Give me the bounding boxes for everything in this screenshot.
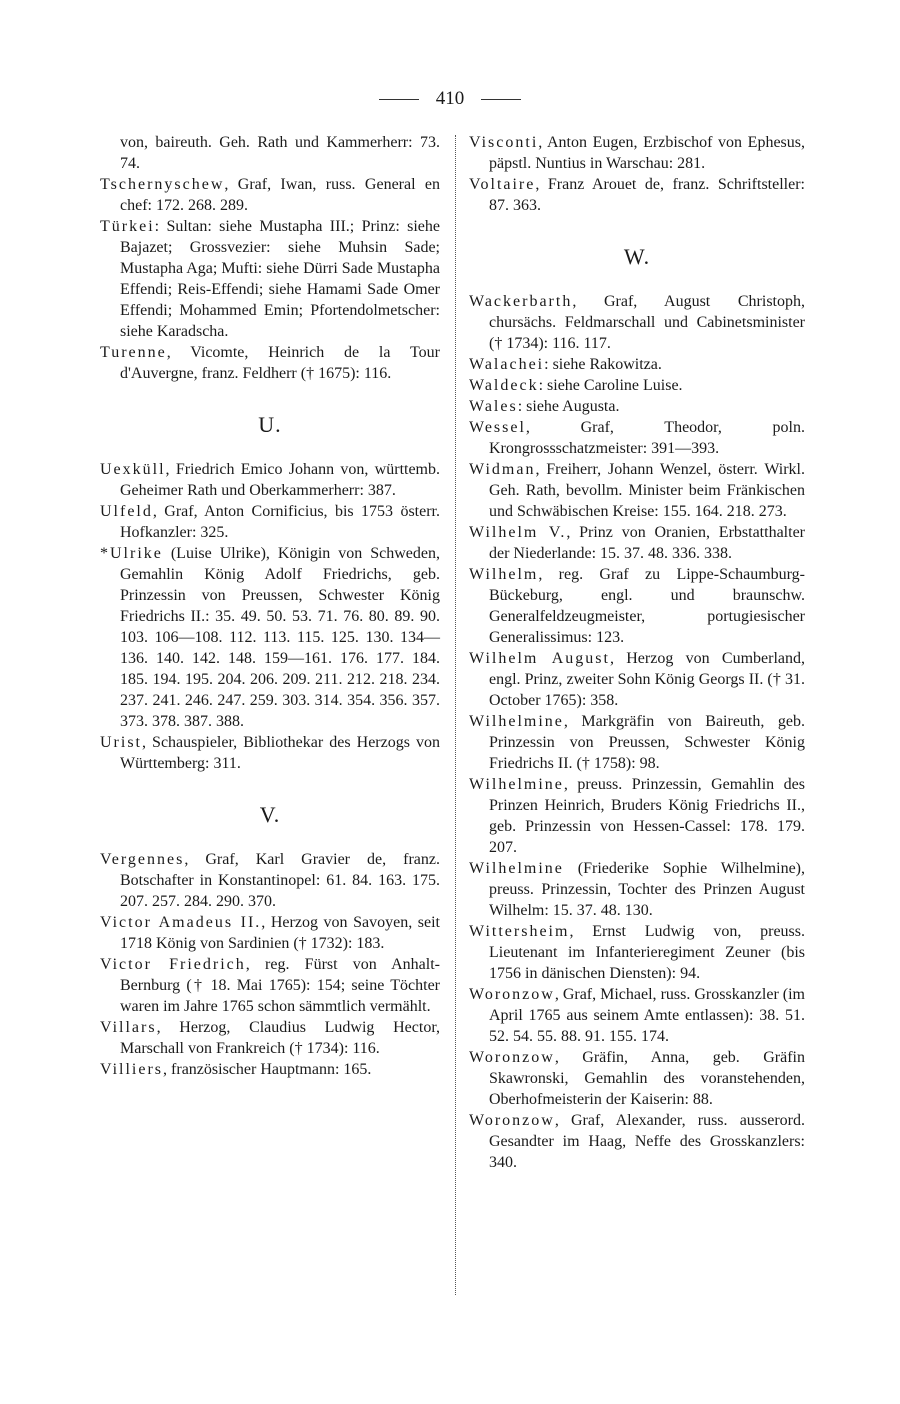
- entry-headword: Wilhelm: [469, 566, 539, 583]
- page-number: 410: [435, 88, 465, 109]
- entry-text: , Schauspieler, Bibliothekar des Herzogs von Württemberg: 311.: [120, 734, 440, 772]
- entry-headword: Victor Amadeus II.: [100, 914, 262, 931]
- entry-text: , Friedrich Emico Johann von, württemb. Geheimer Rath und Oberkammerherr: 387.: [120, 461, 440, 499]
- entry-headword: Villars: [100, 1019, 157, 1036]
- entry-headword: *Ulrike: [100, 545, 163, 562]
- entry-text: , Anton Eugen, Erzbischof von Ephesus, päpstl. Nuntius in Warschau: 281.: [489, 134, 805, 172]
- index-entry: [100, 216, 440, 342]
- index-entry: [469, 291, 805, 354]
- entry-text: , Graf, August Christoph, chursächs. Feldmarschall und Cabinetsminister († 1734): 116. 117.: [489, 293, 805, 352]
- entry-headword: Wessel: [469, 419, 526, 436]
- entry-text: , reg. Fürst von Anhalt-Bernburg († 18. Mai 1765): 154; seine Töchter waren im Jahre 1765 schon sämmtlich vermählt.: [120, 956, 441, 1015]
- entry-headword: Villiers: [100, 1061, 164, 1078]
- entry-text: (Friederike Sophie Wilhelmine), preuss. Prinzessin, Tochter des Prinzen August Wilhelm: 15. 37. 48. 130.: [489, 860, 805, 919]
- index-entry: [469, 774, 805, 858]
- entry-text: von, baireuth. Geh. Rath und Kammerherr: 73. 74.: [120, 134, 440, 172]
- index-entry: [469, 1110, 805, 1173]
- index-entry: [469, 984, 805, 1047]
- index-entry: [469, 354, 805, 375]
- right-column: [469, 132, 805, 1173]
- index-entry: [100, 1059, 440, 1080]
- entry-headword: Tschernyschew: [100, 176, 225, 193]
- entry-headword: Walachei: [469, 356, 545, 373]
- section-letter-w: W.: [623, 244, 651, 269]
- index-entry: [469, 522, 805, 564]
- column-divider: [455, 135, 456, 1295]
- index-entry: [469, 459, 805, 522]
- entry-headword: Uexküll: [100, 461, 166, 478]
- index-entry: [469, 396, 805, 417]
- entry-text: , Graf, Iwan, russ. General en chef: 172. 268. 289.: [120, 176, 440, 214]
- entry-headword: Woronzow: [469, 986, 555, 1003]
- section-letter-v: V.: [259, 802, 281, 827]
- index-entry: [469, 417, 805, 459]
- entry-text: , Ernst Ludwig von, preuss. Lieutenant im Infanterieregiment Zeuner (bis 1756 in dänischen Diensten): 94.: [489, 923, 805, 982]
- index-entry: [469, 132, 805, 174]
- entry-headword: Urist: [100, 734, 142, 751]
- header-dash-right: [481, 99, 521, 100]
- entry-headword: Wilhelmine: [469, 860, 564, 877]
- entry-text: : siehe Augusta.: [517, 398, 620, 415]
- index-entry: [469, 1047, 805, 1110]
- right-top-entries: [469, 132, 805, 216]
- index-entry: [100, 342, 440, 384]
- section-v-entries: [100, 849, 440, 1080]
- entry-text: , Graf, Anton Cornificius, bis 1753 österr. Hofkanzler: 325.: [120, 503, 440, 541]
- index-entry: [100, 174, 440, 216]
- entry-headword: Türkei: [100, 218, 155, 235]
- index-entry: [100, 543, 440, 732]
- entry-headword: Widman: [469, 461, 536, 478]
- entry-headword: Wilhelmine: [469, 713, 564, 730]
- entry-headword: Voltaire: [469, 176, 536, 193]
- entry-headword: Waldeck: [469, 377, 539, 394]
- index-entry: [469, 648, 805, 711]
- index-entry: [469, 375, 805, 396]
- index-entry: [100, 732, 440, 774]
- index-entry: [100, 501, 440, 543]
- entry-text: , Graf, Karl Gravier de, franz. Botschafter in Konstantinopel: 61. 84. 163. 175. 207. 257. 284. 290. 370.: [120, 851, 440, 910]
- section-letter-u: U.: [258, 412, 282, 437]
- index-entry: [100, 912, 440, 954]
- page-header: [0, 88, 900, 110]
- entry-text: , Graf, Alexander, russ. ausserord. Gesandter im Haag, Neffe des Grosskanzlers: 340.: [489, 1112, 805, 1171]
- header-dash-left: [379, 99, 419, 100]
- entry-headword: Wales: [469, 398, 518, 415]
- entry-text: , reg. Graf zu Lippe-Schaumburg-Bückeburg, engl. und braunschw. Generalfeldzeugmeister, portugiesischer Generalissimus: 123.: [489, 566, 805, 646]
- index-entry: [100, 954, 440, 1017]
- left-top-entries: [100, 132, 440, 384]
- entry-headword: Turenne: [100, 344, 167, 361]
- left-column: [100, 132, 440, 1080]
- index-entry: [469, 564, 805, 648]
- index-entry: [100, 849, 440, 912]
- entry-headword: Wilhelmine: [469, 776, 564, 793]
- section-u-entries: [100, 459, 440, 774]
- entry-text: , Freiherr, Johann Wenzel, österr. Wirkl. Geh. Rath, bevollm. Minister beim Fränkischen und Schwäbischen Kreise: 155. 164. 218. 273.: [489, 461, 805, 520]
- entry-text: , preuss. Prinzessin, Gemahlin des Prinzen Heinrich, Bruders König Friedrichs II., geb. Prinzessin von Hessen-Cassel: 178. 179. 207.: [489, 776, 805, 856]
- entry-text: , Graf, Michael, russ. Grosskanzler (im April 1765 aus seinem Amte entlassen): 38. 51. 52. 54. 55. 88. 91. 155. 174.: [489, 986, 805, 1045]
- entry-headword: Wackerbarth: [469, 293, 573, 310]
- entry-text: : siehe Caroline Luise.: [538, 377, 683, 394]
- entry-text: : siehe Rakowitza.: [544, 356, 662, 373]
- section-w-entries: [469, 291, 805, 1173]
- index-entry: [100, 1017, 440, 1059]
- entry-headword: Ulfeld: [100, 503, 153, 520]
- entry-text: , Graf, Theodor, poln. Krongrossschatzmeister: 391—393.: [489, 419, 805, 457]
- entry-headword: Wittersheim: [469, 923, 570, 940]
- entry-text: , Herzog von Cumberland, engl. Prinz, zweiter Sohn König Georgs II. († 31. October 1765): 358.: [489, 650, 805, 709]
- entry-text: , Gräfin, Anna, geb. Gräfin Skawronski, Gemahlin des voranstehenden, Oberhofmeisterin der Kaiserin: 88.: [489, 1049, 805, 1108]
- entry-headword: Woronzow: [469, 1112, 555, 1129]
- entry-headword: Woronzow: [469, 1049, 555, 1066]
- entry-text: , Prinz von Oranien, Erbstatthalter der Niederlande: 15. 37. 48. 336. 338.: [489, 524, 805, 562]
- entry-headword: Victor Friedrich: [100, 956, 246, 973]
- index-entry: [469, 858, 805, 921]
- entry-headword: Vergennes: [100, 851, 185, 868]
- entry-text: (Luise Ulrike), Königin von Schweden, Gemahlin König Adolf Friedrichs, geb. Prinzessin von Preussen, Schwester König Friedrichs II.: 35. 49. 50. 53. 71. 76. 80. 89. 90. 103. 106—108. 112. 113. 115. 125. 130. 134—136. 140. 142. 148. 159—161. 176. 177. 184. 185. 194. 195. 204. 206. 209. 211. 212. 218. 234. 237. 241. 246. 247. 259. 303. 314. 354. 356. 357. 373. 378. 387. 388.: [120, 545, 440, 730]
- entry-text: , Markgräfin von Baireuth, geb. Prinzessin von Preussen, Schwester König Friedrichs II. († 1758): 98.: [489, 713, 805, 772]
- entry-headword: Wilhelm V.: [469, 524, 567, 541]
- index-entry: [100, 459, 440, 501]
- entry-text: , Franz Arouet de, franz. Schriftsteller: 87. 363.: [489, 176, 805, 214]
- entry-headword: Visconti: [469, 134, 539, 151]
- index-entry: [100, 132, 440, 174]
- entry-text: : Sultan: siehe Mustapha III.; Prinz: siehe Bajazet; Grossvezier: siehe Muhsin Sade; Mustapha Aga; Mufti: siehe Dürri Sade Mustapha Effendi; Reis-Effendi; siehe Hamami Sade Omer Effendi; Mohammed Emin; Pfortendolmetscher: siehe Karadscha.: [120, 218, 440, 340]
- entry-headword: Wilhelm August: [469, 650, 610, 667]
- index-entry: [469, 921, 805, 984]
- entry-text: , Vicomte, Heinrich de la Tour d'Auvergne, franz. Feldherr († 1675): 116.: [120, 344, 440, 382]
- entry-text: , Herzog von Savoyen, seit 1718 König von Sardinien († 1732): 183.: [120, 914, 440, 952]
- index-entry: [469, 174, 805, 216]
- entry-text: , Herzog, Claudius Ludwig Hector, Marschall von Frankreich († 1734): 116.: [120, 1019, 440, 1057]
- entry-text: , französischer Hauptmann: 165.: [163, 1061, 372, 1078]
- index-entry: [469, 711, 805, 774]
